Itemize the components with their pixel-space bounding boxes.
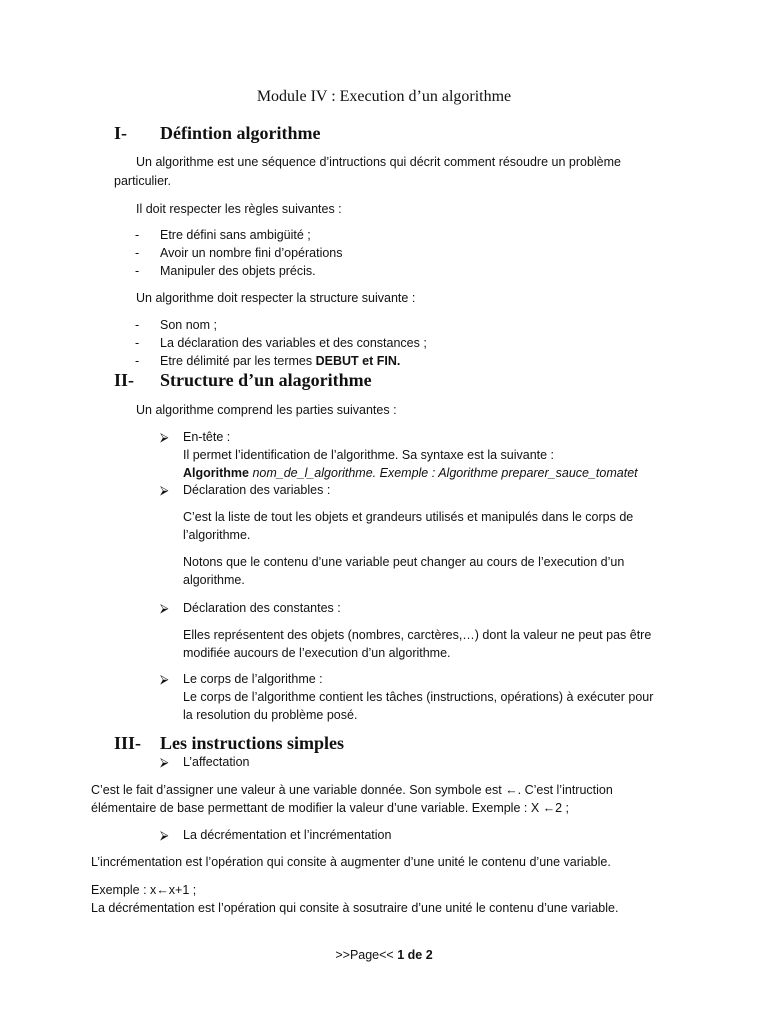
paragraph-line: La décrémentation est l’opération qui consite à sosutraire d’une unité le contenu d’une variable. [91,901,619,915]
list-item [0,334,768,352]
list-item [0,262,768,280]
page-title: Module IV : Execution d’un algorithme [256,88,512,105]
list-item-text: Son nom ; [160,318,217,332]
paragraph-line: Le corps de l’algorithme contient les tâches (instructions, opérations) à exécuter pour [183,690,654,704]
paragraph-line: algorithme. [183,573,245,587]
list-item-text: Etre défini sans ambigüité ; [160,228,311,242]
section-title: Structure d’un alagorithme [160,370,372,390]
page-number: 1 de 2 [397,948,433,962]
bullet-title: Déclaration des constantes : [183,601,341,615]
list-item-text-bold: DEBUT et FIN. [315,354,401,368]
bullet-title: Déclaration des variables : [183,483,331,497]
dash-icon: - [135,354,140,368]
paragraph: Un algorithme comprend les parties suivantes : [136,403,397,417]
list-item-text [160,352,400,370]
bullet-item [0,753,768,771]
paragraph-line: Notons que le contenu d’une variable peut changer au cours de l’execution d’un [183,555,625,569]
section-title: Défintion algorithme [160,123,321,143]
section-title: Les instructions simples [160,733,345,753]
paragraph-line: Exemple : x←x+1 ; [91,883,197,897]
paragraph-line: Un algorithme est une séquence d’intructions qui décrit comment résoudre un problème [136,155,621,169]
keyword: Algorithme [183,466,249,480]
paragraph-line: Il permet l’identification de l’algorithme. Sa syntaxe est la suivante : [183,448,555,462]
bullet-item [0,481,768,499]
paragraph: Un algorithme doit respecter la structure suivante : [136,291,416,305]
paragraph-line: élémentaire de base permettant de modifier la valeur d’une variable. Exemple : X ←2 ; [91,801,570,815]
bullet-item [0,670,768,688]
section-number: III- [114,733,142,753]
dash-icon: - [135,318,140,332]
paragraph-line: modifiée aucours de l’execution d’un algorithme. [183,646,451,660]
paragraph-line: C’est la liste de tout les objets et grandeurs utilisés et manipulés dans le corps de [183,510,634,524]
list-item [0,352,768,370]
arrow-bullet-icon: ⮚ [160,601,169,615]
list-item-text-part: Etre délimité par les termes [160,354,316,368]
section-1-heading [0,123,768,147]
section-number: I- [114,123,127,143]
list-item [0,244,768,262]
bullet-item [0,428,768,446]
paragraph-line: L’incrémentation est l’opération qui consite à augmenter d’une unité le contenu d’une variable. [91,855,611,869]
arrow-bullet-icon: ⮚ [160,672,169,686]
bullet-title: En-tête : [183,430,231,444]
dash-icon: - [135,336,140,350]
bullet-title: Le corps de l’algorithme : [183,672,323,686]
list-item-text: La déclaration des variables et des constances ; [160,336,427,350]
section-2-heading [0,370,768,394]
paragraph-line: l’algorithme. [183,528,251,542]
arrow-bullet-icon: ⮚ [160,430,169,444]
dash-icon: - [135,228,140,242]
list-item-text: Manipuler des objets précis. [160,264,316,278]
section-number: II- [114,370,135,390]
bullet-item [0,826,768,844]
paragraph-line: particulier. [114,174,171,188]
footer-label: >>Page<< [335,948,398,962]
dash-icon: - [135,246,140,260]
page-footer [0,948,768,962]
bullet-item [0,599,768,617]
arrow-bullet-icon: ⮚ [160,483,169,497]
arrow-bullet-icon: ⮚ [160,828,169,842]
paragraph-line: la resolution du problème posé. [183,708,358,722]
arrow-bullet-icon: ⮚ [160,755,169,769]
bullet-title: La décrémentation et l’incrémentation [183,828,392,842]
dash-icon: - [135,264,140,278]
paragraph: Il doit respecter les règles suivantes : [136,202,342,216]
syntax-line [183,464,638,482]
list-item-text: Avoir un nombre fini d’opérations [160,246,343,260]
list-item [0,226,768,244]
list-item [0,316,768,334]
paragraph-line: C’est le fait d’assigner une valeur à une variable donnée. Son symbole est ←. C’est l’intruction [91,783,613,797]
bullet-title: L’affectation [183,755,250,769]
syntax-example: nom_de_l_algorithme. Exemple : Algorithme preparer_sauce_tomatet [248,466,638,480]
paragraph-line: Elles représentent des objets (nombres, carctères,…) dont la valeur ne peut pas être [183,628,652,642]
